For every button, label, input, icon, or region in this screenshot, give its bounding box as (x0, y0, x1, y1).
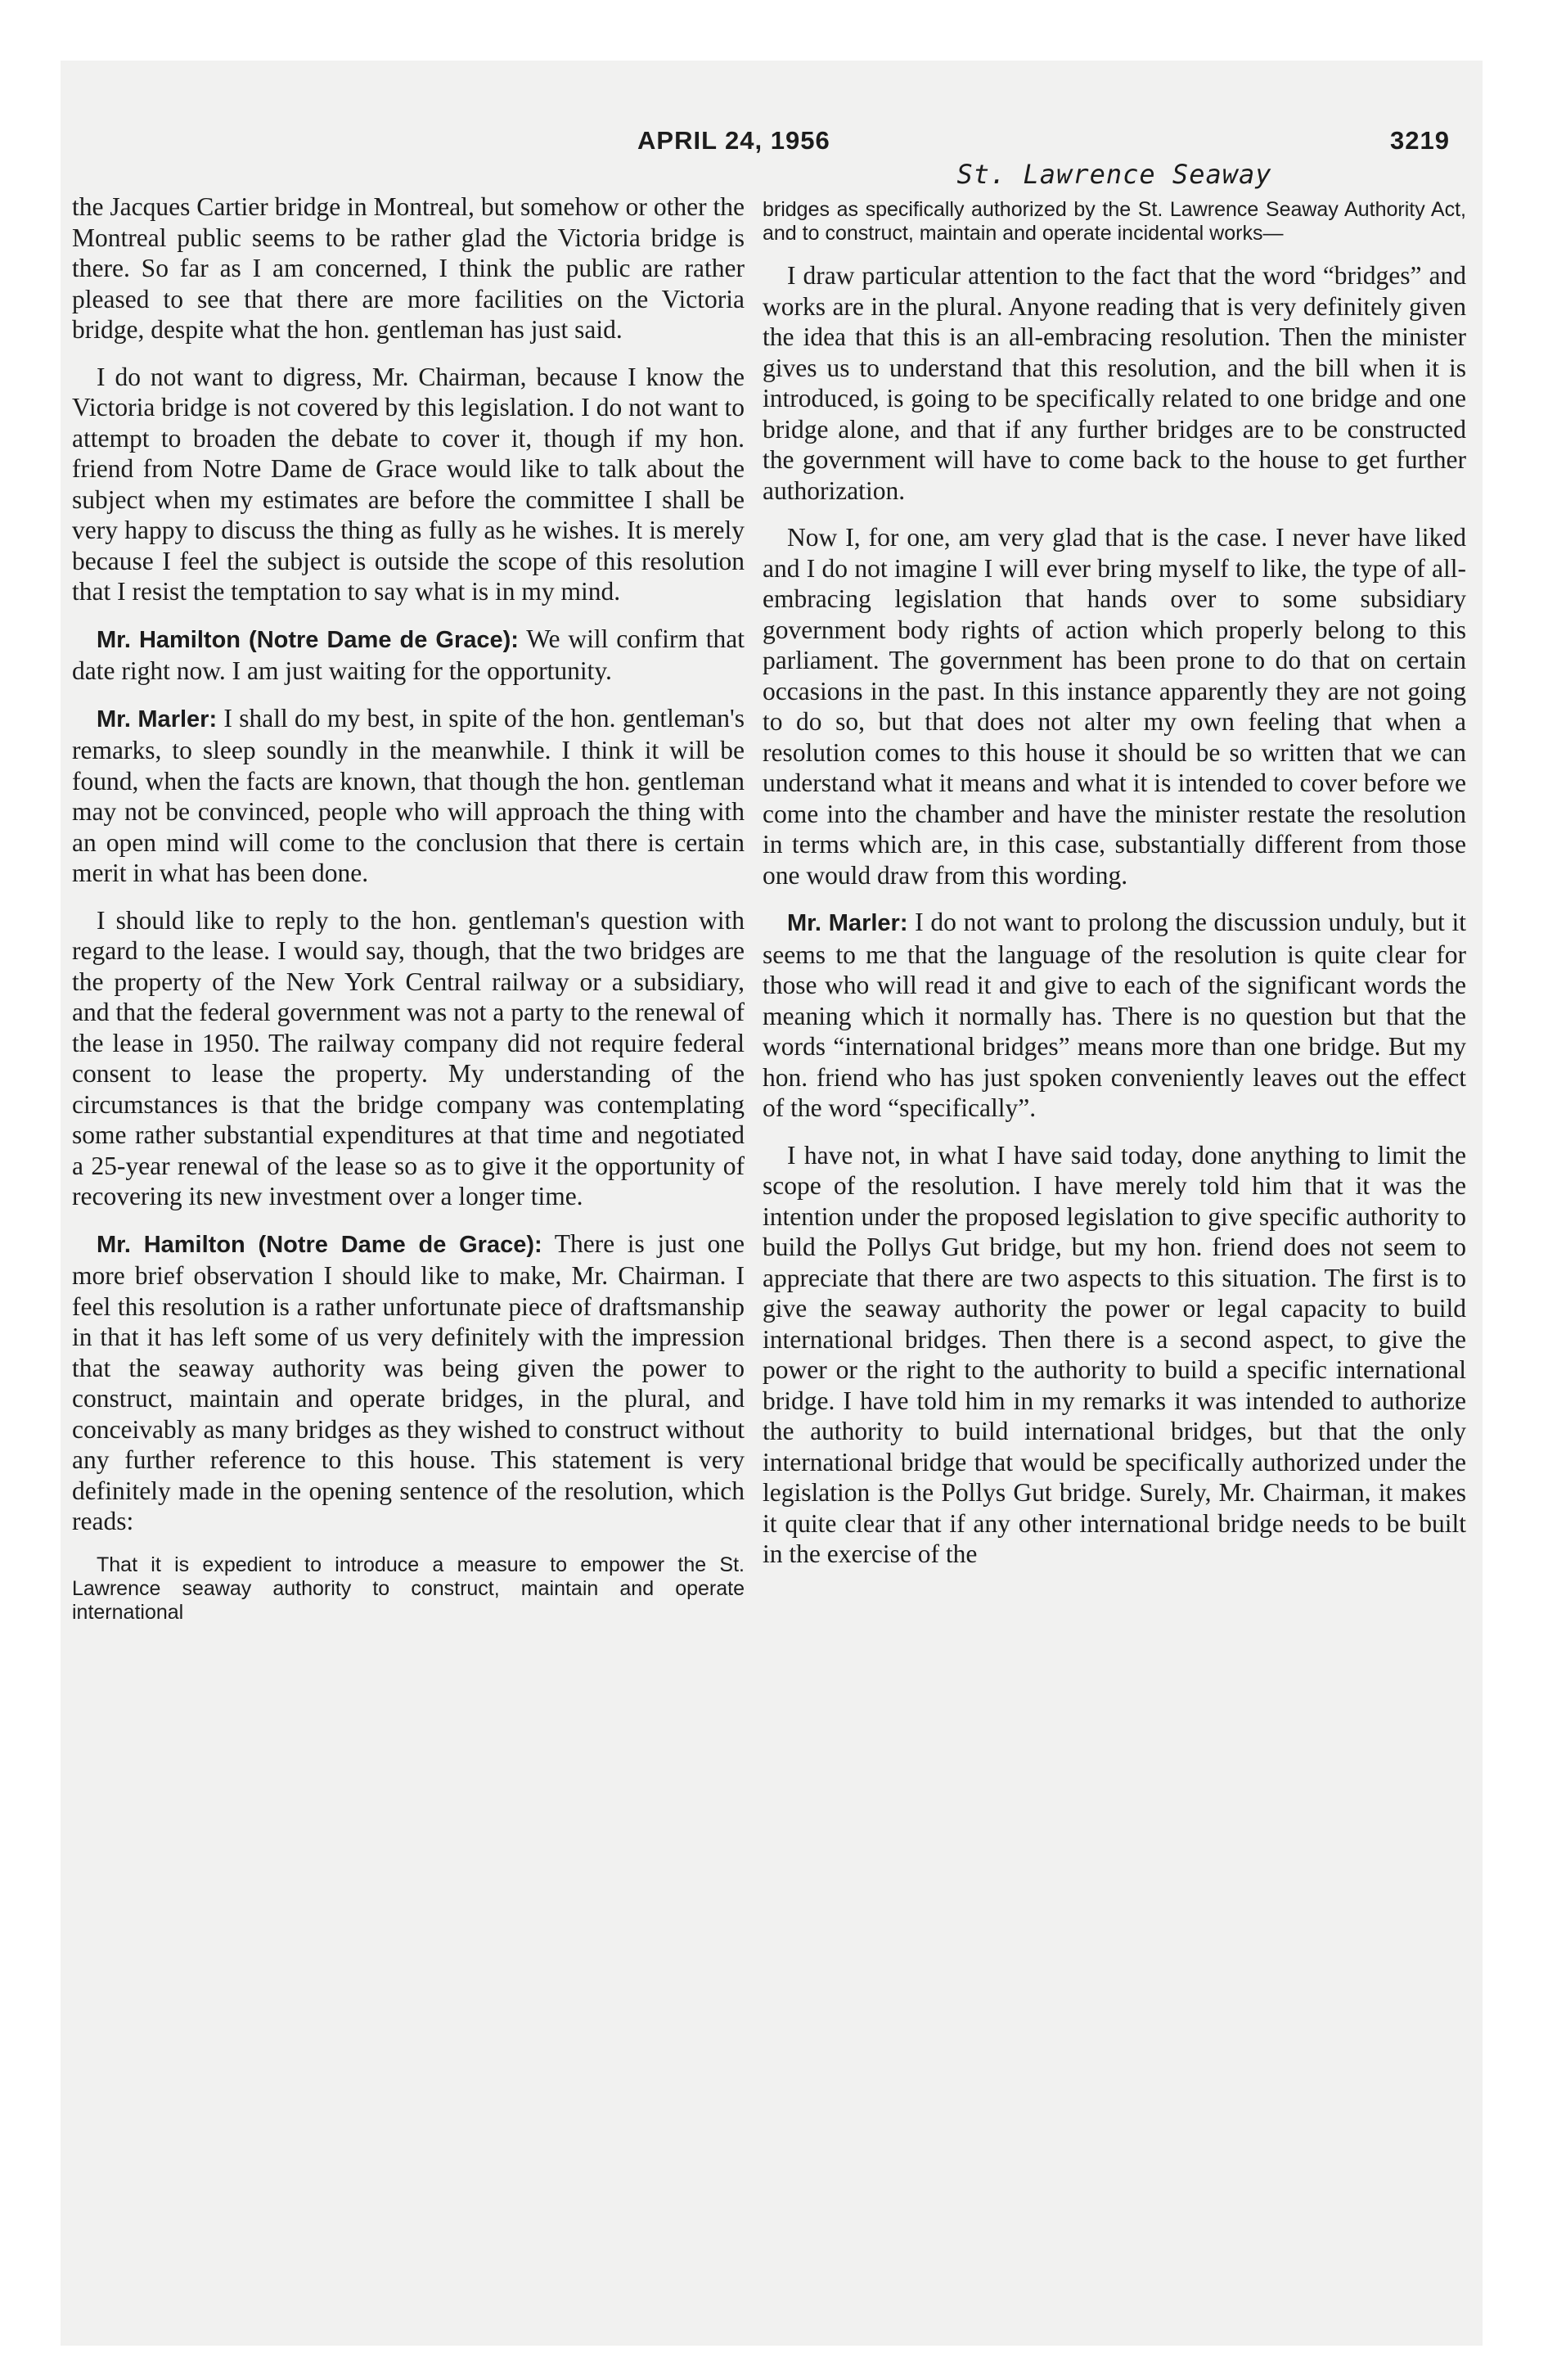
right-column (763, 154, 1466, 1586)
right-paragraph-4: I have not, in what I have said today, done anything to limit the scope of the resolution. I have merely told him that it was the intention under the proposed legislation to give specific authority to build the Pollys Gut bridge, but my hon. friend does not seem to appreciate that there are two aspects to this situation. The first is to give the seaway authority the power or legal capacity to build international bridges. Then there is a second aspect, to give the power or the right to the authority to build a specific international bridge. I have told him in my remarks it was intended to authorize the authority to build international bridges, but that the only international bridge that would be specifically authorized under the legislation is the Pollys Gut bridge. Surely, Mr. Chairman, it makes it quite clear that if any other international bridge needs to be built in the exercise of the (763, 1140, 1466, 1568)
resolution-quote: That it is expedient to introduce a measure to empower the St. Lawrence seaway authority to construct, maintain and operate international (72, 1553, 745, 1624)
speech-text: I shall do my best, in spite of the hon. gentleman's remarks, to sleep soundly in the meanwhile. I think it will be found, when the facts are known, that though the hon. gentleman may not be convinced, people who will approach the thing with an open mind will come to the conclusion that there is certain merit in what has been done. (72, 703, 745, 887)
resolution-quote-continued: bridges as specifically authorized by the St. Lawrence Seaway Authority Act, and to construct, maintain and operate incidental works— (763, 198, 1466, 245)
page-date: APRIL 24, 1956 (637, 126, 830, 155)
hansard-page (61, 61, 1483, 2346)
right-paragraph-1: I draw particular attention to the fact that the word “bridges” and works are in the plural. Anyone reading that is very definitely given the idea that this is an all-embracing resolution. Then the minister gives us to understand that this resolution, and the bill when it is introduced, is going to be specifically related to one bridge and one bridge alone, and that if any further bridges are to be constructed the government will have to come back to the house to get further authorization. (763, 261, 1466, 505)
speaker-name: Mr. Hamilton (Notre Dame de Grace): (97, 626, 519, 653)
section-title: St. Lawrence Seaway (956, 159, 1272, 190)
speech-text: There is just one more brief observation I should like to make, Mr. Chairman. I feel this resolution is a rather unfortunate piece of draftsmanship in that it has left some of us very definitely with the impression that the seaway authority was being given the power to construct, maintain and operate bridges, in the plural, and conceivably as many bridges as they wished to construct without any further reference to this house. This statement is very definitely made in the opening sentence of the resolution, which reads: (72, 1228, 745, 1535)
left-paragraph-2: I do not want to digress, Mr. Chairman, because I know the Victoria bridge is not covered by this legislation. I do not want to attempt to broaden the debate to cover it, though if my hon. friend from Notre Dame de Grace would like to talk about the subject when my estimates are before the committee I shall be very happy to discuss the thing as fully as he wishes. It is merely because I feel the subject is outside the scope of this resolution that I resist the temptation to say what is in my mind. (72, 362, 745, 606)
left-paragraph-4 (72, 703, 745, 889)
left-paragraph-5: I should like to reply to the hon. gentleman's question with regard to the lease. I would say, though, that the two bridges are the property of the New York Central railway or a subsidiary, and that the federal government was not a party to the renewal of the lease in 1950. The railway company did not require federal consent to lease the property. My understanding of the circumstances is that the bridge company was contemplating some rather substantial expenditures at that time and negotiated a 25-year renewal of the lease so as to give it the opportunity of recovering its new investment over a longer time. (72, 905, 745, 1210)
right-paragraph-3 (763, 907, 1466, 1124)
speech-text: I do not want to prolong the discussion unduly, but it seems to me that the language of the resolution is quite clear for those who will read it and give to each of the significant words the meaning which it normally has. There is no question but that the words “international bridges” means more than one bridge. But my hon. friend who has just spoken conveniently leaves out the effect of the word “specifically”. (763, 908, 1466, 1122)
left-paragraph-6 (72, 1228, 745, 1537)
page-number: 3219 (1390, 126, 1450, 155)
right-paragraph-2: Now I, for one, am very glad that is the case. I never have liked and I do not imagine I will ever bring myself to like, the type of all-embracing legislation that hands over to some subsidiary government body rights of action which properly belong to this parliament. The government has been prone to do that on certain occasions in the past. In this instance apparently they are not going to do so, but that does not alter my own feeling that when a resolution comes to this house it should be so written that we can understand what it means and what it is intended to cover before we come into the chamber and have the minister restate the resolution in terms which are, in this case, substantially different from those one would draw from this wording. (763, 523, 1466, 890)
speaker-name: Mr. Hamilton (Notre Dame de Grace): (97, 1231, 542, 1258)
speech-text: We will confirm that date right now. I am just waiting for the opportunity. (72, 624, 745, 685)
left-paragraph-3 (72, 624, 745, 687)
speaker-name: Mr. Marler: (787, 910, 908, 936)
left-paragraph-1: the Jacques Cartier bridge in Montreal, but somehow or other the Montreal public seems to be rather glad the Victoria bridge is there. So far as I am concerned, I think the public are rather pleased to see that there are more facilities on the Victoria bridge, despite what the hon. gentleman has just said. (72, 192, 745, 344)
speaker-name: Mr. Marler: (97, 705, 218, 732)
left-column (72, 192, 745, 1639)
